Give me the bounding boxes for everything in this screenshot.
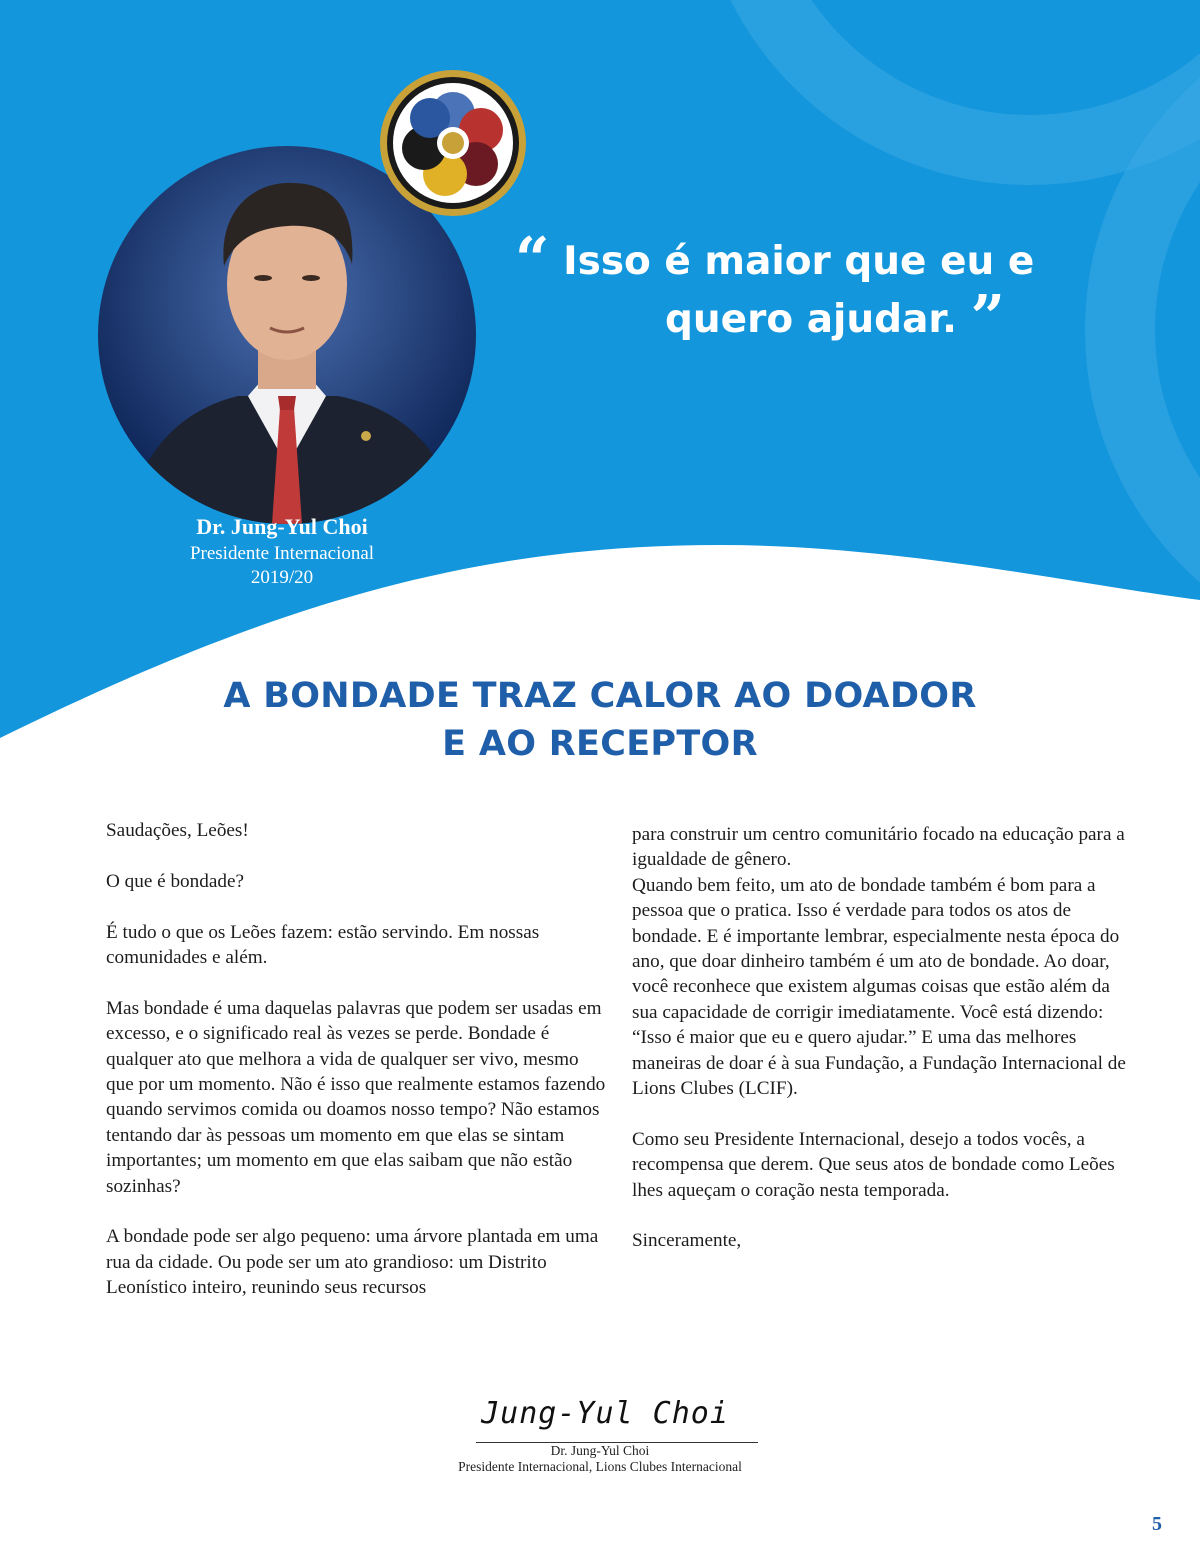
paragraph: A bondade pode ser algo pequeno: uma árvore plantada em uma rua da cidade. Ou pode ser um ato grandioso: um Distrito Leonístico inteiro, reunindo seus recursos xyxy=(106,1226,599,1299)
paragraph: É tudo o que os Leões fazem: estão servindo. Em nossas comunidades e além. xyxy=(106,921,540,968)
caption-year: 2019/20 xyxy=(250,567,314,588)
paragraph-continuation: para construir um centro comunitário focado na educação para a igualdade de gênero. xyxy=(632,824,1125,871)
paragraph: Como seu Presidente Internacional, desejo a todos vocês, a recompensa que derem. Que seus atos de bondade como Leões lhes aqueçam o coração nesta temporada. xyxy=(632,1128,1115,1201)
paragraph: Saudações, Leões! xyxy=(106,820,249,841)
signature-name: Dr. Jung-Yul Choi xyxy=(550,1443,650,1458)
quote-line-1: Isso é maior que eu e xyxy=(563,239,1035,284)
paragraph: Quando bem feito, um ato de bondade também é bom para a pessoa que o pratica. Isso é verdade para todos os atos de bondade. E é importante lembrar, especialmente nesta época do ano, que doar dinheiro também é um ato de bondade. Ao doar, você reconhece que existem algumas coisas que estão além da sua capacidade de corrigir imediatamente. Você está dizendo: “Isso é maior que eu e quero ajudar.” E uma das melhores maneiras de doar é à sua Fundação, a Fundação Internacional de Lions Clubes (LCIF). xyxy=(632,874,1126,1100)
paragraph: Sinceramente, xyxy=(632,1230,742,1252)
paragraph: Mas bondade é uma daquelas palavras que podem ser usadas em excesso, e o significado real às vezes se perde. Bondade é qualquer ato que melhora a vida de qualquer ser vivo, mesmo que por um momento. Não é isso que realmente estamos fazendo quando servimos comida ou doamos nosso tempo? Não estamos tentando dar às pessoas um momento em que elas se sintam importantes; um momento em que elas saibam que não estão sozinhas? xyxy=(106,997,606,1197)
article-title xyxy=(100,672,1100,768)
body-column-right xyxy=(632,822,1132,1279)
pull-quote xyxy=(515,225,1075,353)
handwritten-signature: Jung-Yul Choi xyxy=(481,1396,729,1431)
page-number: 5 xyxy=(1152,1513,1162,1535)
caption-name: Dr. Jung-Yul Choi xyxy=(196,514,368,539)
portrait-caption xyxy=(132,512,432,590)
quote-line-2: quero ajudar. xyxy=(665,297,957,342)
signature-block xyxy=(380,1443,820,1475)
body-column-left xyxy=(106,818,606,1326)
title-line-1: A BONDADE TRAZ CALOR AO DOADOR xyxy=(223,676,977,716)
paragraph: O que é bondade? xyxy=(106,870,244,892)
title-line-2: E AO RECEPTOR xyxy=(442,724,758,764)
open-quote-mark: “ xyxy=(515,225,550,295)
signature-title: Presidente Internacional, Lions Clubes Internacional xyxy=(458,1459,742,1474)
caption-role: Presidente Internacional xyxy=(189,543,375,564)
lions-emblem xyxy=(378,68,528,218)
close-quote-mark: ” xyxy=(970,283,1006,353)
